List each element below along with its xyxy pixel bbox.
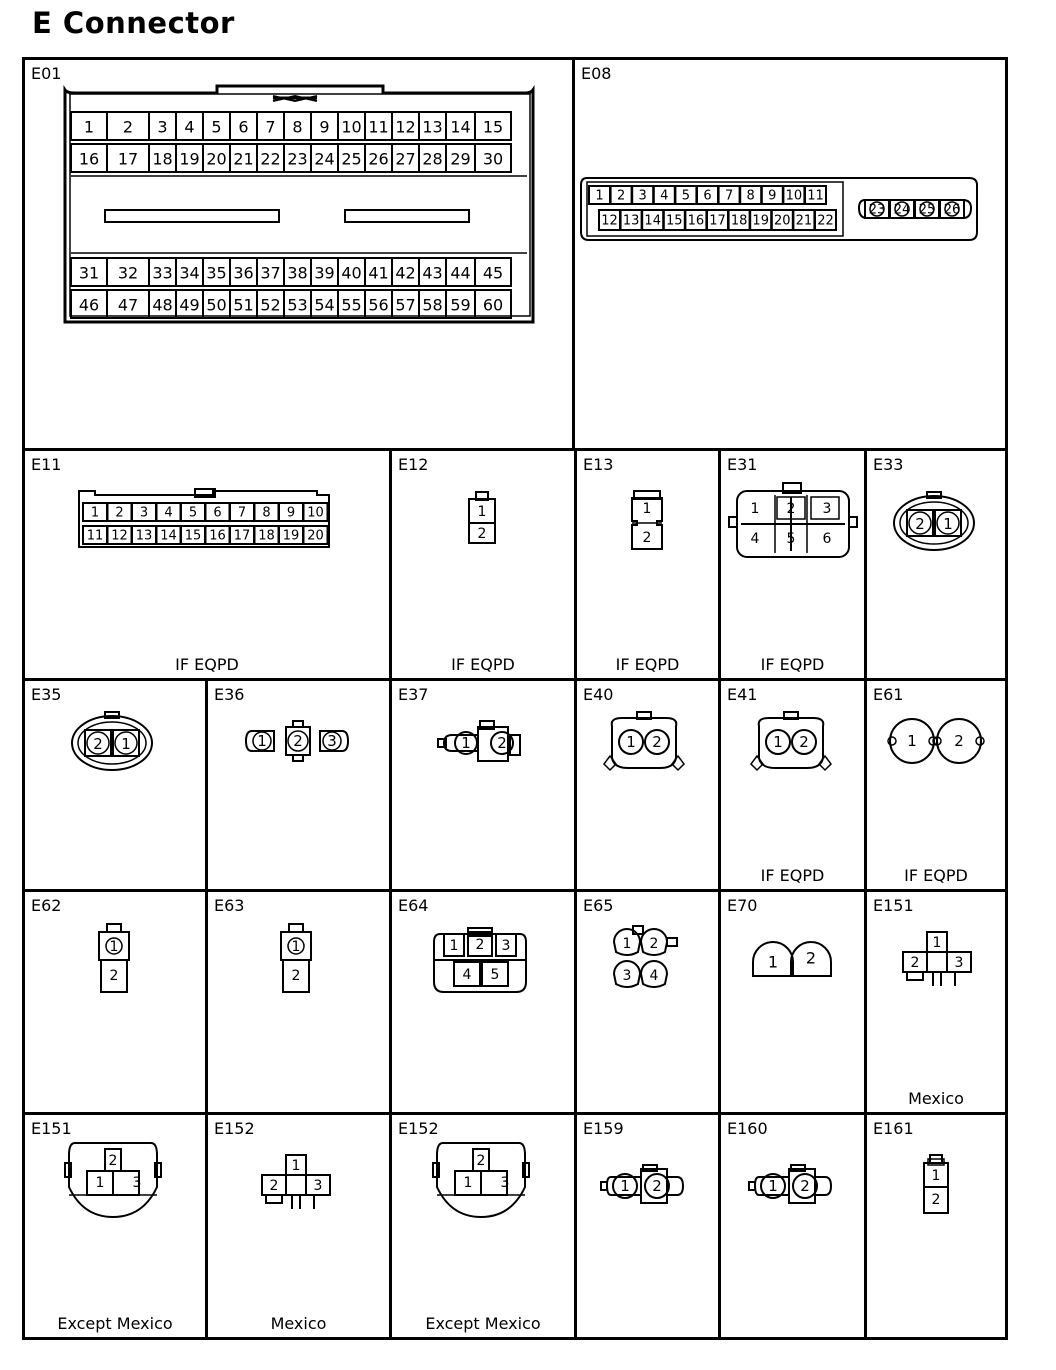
- pin-number: 1: [121, 735, 131, 753]
- pin-number: 4: [462, 967, 472, 983]
- pin-number: 18: [152, 149, 173, 169]
- pin-number: 2: [476, 1153, 486, 1169]
- connector-cell-e160: [721, 1115, 864, 1337]
- connector-drawing: [392, 451, 574, 678]
- pin-number: 15: [482, 117, 504, 137]
- connector-id: E31: [727, 455, 758, 474]
- pin-number: 34: [179, 263, 200, 283]
- pin-number: 2: [652, 733, 662, 751]
- pin-number: 19: [282, 528, 300, 544]
- connector-drawing: [721, 892, 864, 1112]
- pin-number: 2: [475, 937, 485, 953]
- pin-number: 12: [111, 528, 128, 544]
- connector-note: IF EQPD: [904, 866, 968, 885]
- pin-number: 58: [422, 295, 443, 315]
- pin-number: 1: [291, 1158, 301, 1174]
- pin-number: 7: [237, 505, 247, 521]
- connector-shape: [927, 952, 947, 972]
- pin-number: 1: [932, 935, 942, 951]
- pin-number: 16: [78, 149, 100, 169]
- connector-note: IF EQPD: [451, 655, 515, 674]
- connector-drawing: [25, 892, 205, 1112]
- connector-note: Except Mexico: [57, 1314, 173, 1333]
- connector-id: E08: [581, 64, 612, 83]
- pin-number: 15: [666, 213, 683, 229]
- pin-number: 1: [291, 939, 301, 955]
- connector-cell-e12: [392, 451, 574, 678]
- pin-number: 38: [287, 263, 308, 283]
- connector-cell-e33: [867, 451, 1005, 678]
- pin-number: 3: [327, 732, 337, 750]
- pin-number: 3: [622, 968, 632, 984]
- pin-number: 2: [954, 732, 964, 750]
- pin-number: 18: [730, 213, 748, 229]
- connector-shape: [293, 721, 303, 727]
- connector-drawing: [392, 681, 574, 889]
- connector-cell-e31: [721, 451, 864, 678]
- pin-number: 2: [652, 1177, 662, 1195]
- connector-shape: [105, 210, 279, 222]
- connector-cell-e65: [577, 892, 718, 1112]
- connector-id: E36: [214, 685, 245, 704]
- pin-number: 16: [687, 213, 705, 229]
- connector-shape: [759, 718, 824, 768]
- connector-note: IF EQPD: [175, 655, 239, 674]
- pin-number: 1: [449, 938, 459, 954]
- pin-number: 10: [307, 505, 324, 521]
- pin-number: 20: [206, 149, 227, 169]
- pin-number: 2: [915, 515, 925, 533]
- pin-number: 55: [341, 295, 362, 315]
- connector-note: IF EQPD: [760, 655, 825, 674]
- pin-number: 6: [822, 531, 832, 547]
- pin-number: 4: [750, 531, 760, 547]
- pin-number: 3: [638, 188, 647, 204]
- pin-number: 35: [206, 263, 227, 283]
- pin-number: 39: [314, 263, 335, 283]
- connector-cell-e63: [208, 892, 389, 1112]
- pin-number: 50: [206, 295, 227, 315]
- pin-number: 14: [160, 528, 177, 544]
- pin-number: 48: [152, 295, 173, 315]
- pin-number: 2: [910, 955, 920, 971]
- connector-id: E01: [31, 64, 62, 83]
- pin-number: 18: [258, 528, 275, 544]
- pin-number: 8: [292, 117, 303, 137]
- connector-id: E152: [398, 1119, 439, 1138]
- connector-cell-e35: [25, 681, 205, 889]
- pin-number: 3: [313, 1178, 323, 1194]
- pin-number: 10: [785, 188, 803, 204]
- connector-cell-e37: [392, 681, 574, 889]
- connector-cell-e151a: [867, 892, 1005, 1112]
- connector-note: Mexico: [270, 1314, 327, 1333]
- connector-id: E40: [583, 685, 614, 704]
- pin-number: 2: [799, 733, 809, 751]
- connector-id: E33: [873, 455, 904, 474]
- pin-number: 2: [642, 530, 652, 546]
- pin-number: 6: [238, 117, 249, 137]
- pin-number: 2: [291, 968, 301, 984]
- pin-number: 5: [188, 505, 198, 521]
- pin-number: 2: [786, 501, 796, 517]
- connector-id: E41: [727, 685, 758, 704]
- pin-number: 2: [93, 735, 103, 753]
- connector-drawing: [721, 681, 864, 889]
- pin-number: 14: [644, 213, 661, 229]
- connector-id: E62: [31, 896, 62, 915]
- pin-number: 25: [918, 202, 936, 218]
- connector-drawing: [867, 451, 1005, 678]
- pin-number: 3: [132, 1175, 142, 1191]
- connector-drawing: [208, 892, 389, 1112]
- pin-number: 9: [286, 505, 296, 521]
- pin-number: 1: [257, 732, 267, 750]
- pin-number: 24: [314, 149, 335, 169]
- pin-number: 1: [109, 939, 119, 955]
- connector-drawing: [577, 681, 718, 889]
- connector-id: E61: [873, 685, 904, 704]
- pin-number: 3: [500, 1175, 510, 1191]
- pin-number: 2: [122, 117, 134, 137]
- pin-number: 5: [490, 967, 500, 983]
- pin-number: 54: [314, 295, 335, 315]
- connector-drawing: [25, 681, 205, 889]
- pin-number: 53: [287, 295, 308, 315]
- pin-number: 2: [616, 188, 626, 204]
- connector-note: Mexico: [908, 1089, 964, 1108]
- pin-number: 17: [233, 528, 251, 544]
- connector-cell-e08: [575, 60, 1005, 448]
- connector-shape: [633, 926, 643, 934]
- connector-drawing: [577, 892, 718, 1112]
- connector-cell-e01: [25, 60, 572, 448]
- connector-cell-e40: [577, 681, 718, 889]
- pin-number: 22: [260, 149, 281, 169]
- pin-number: 1: [477, 504, 487, 520]
- pin-number: 23: [868, 202, 886, 218]
- pin-number: 20: [307, 528, 324, 544]
- connector-cell-e13: [577, 451, 718, 678]
- connector-id: E63: [214, 896, 245, 915]
- connector-id: E12: [398, 455, 429, 474]
- pin-number: 1: [768, 1177, 778, 1195]
- pin-number: 12: [601, 213, 618, 229]
- connector-drawing: [392, 892, 574, 1112]
- connector-cell-e70: [721, 892, 864, 1112]
- pin-number: 2: [497, 734, 507, 752]
- pin-number: 11: [86, 528, 104, 544]
- pin-number: 14: [450, 117, 471, 137]
- connector-drawing: [575, 60, 1005, 448]
- connector-drawing: [392, 1115, 574, 1337]
- pin-number: 23: [287, 149, 308, 169]
- connector-drawing: [867, 681, 1005, 889]
- pin-number: 5: [211, 117, 222, 137]
- pin-number: 29: [450, 149, 471, 169]
- pin-number: 1: [943, 515, 953, 533]
- pin-number: 37: [260, 263, 281, 283]
- pin-number: 17: [117, 149, 139, 169]
- pin-number: 2: [293, 732, 303, 750]
- pin-number: 43: [422, 263, 443, 283]
- connector-id: E159: [583, 1119, 624, 1138]
- pin-number: 28: [422, 149, 443, 169]
- pin-number: 17: [709, 213, 726, 229]
- connector-drawing: [25, 451, 389, 678]
- connector-cell-e152a: [208, 1115, 389, 1337]
- pin-number: 33: [152, 263, 173, 283]
- connector-cell-e11: [25, 451, 389, 678]
- pin-number: 1: [767, 952, 779, 972]
- pin-number: 7: [265, 117, 276, 137]
- connector-cell-e152b: [392, 1115, 574, 1337]
- connector-cell-e151b: [25, 1115, 205, 1337]
- connector-id: E35: [31, 685, 62, 704]
- connector-cell-e159: [577, 1115, 718, 1337]
- pin-number: 1: [461, 734, 471, 752]
- connector-id: E11: [31, 455, 62, 474]
- pin-number: 11: [368, 117, 389, 137]
- pin-number: 1: [83, 117, 95, 137]
- pin-number: 3: [822, 501, 832, 517]
- pin-number: 24: [893, 202, 911, 218]
- pin-number: 6: [213, 505, 222, 521]
- pin-number: 49: [179, 295, 200, 315]
- pin-number: 36: [233, 263, 254, 283]
- pin-number: 19: [752, 213, 769, 229]
- connector-id: E161: [873, 1119, 914, 1138]
- connector-shape: [907, 972, 923, 980]
- connector-shape: [849, 517, 857, 527]
- connector-drawing: [208, 681, 389, 889]
- connector-shape: [749, 1182, 755, 1190]
- pin-number: 52: [260, 295, 281, 315]
- pin-number: 47: [117, 295, 139, 315]
- pin-number: 3: [139, 505, 149, 521]
- pin-number: 2: [805, 948, 817, 968]
- connector-id: E37: [398, 685, 429, 704]
- pin-number: 26: [368, 149, 389, 169]
- pin-number: 2: [109, 968, 119, 984]
- pin-number: 7: [724, 188, 734, 204]
- connector-drawing: [867, 892, 1005, 1112]
- pin-number: 11: [807, 188, 824, 204]
- pin-number: 31: [78, 263, 100, 283]
- connector-id: E13: [583, 455, 614, 474]
- pin-number: 56: [368, 295, 389, 315]
- connector-drawing: [208, 1115, 389, 1337]
- connector-drawing: [25, 1115, 205, 1337]
- connector-id: E65: [583, 896, 614, 915]
- pin-number: 3: [954, 955, 964, 971]
- connector-note: Except Mexico: [425, 1314, 541, 1333]
- connector-drawing: [25, 60, 572, 448]
- pin-number: 15: [184, 528, 202, 544]
- pin-number: 41: [368, 263, 389, 283]
- pin-number: 20: [774, 213, 791, 229]
- pin-number: 4: [660, 188, 669, 204]
- pin-number: 57: [395, 295, 416, 315]
- pin-number: 5: [681, 188, 691, 204]
- pin-number: 1: [622, 936, 632, 952]
- pin-number: 2: [649, 936, 659, 952]
- pin-number: 1: [620, 1177, 630, 1195]
- pin-number: 46: [78, 295, 100, 315]
- connector-shape: [286, 1175, 306, 1195]
- pin-number: 51: [233, 295, 254, 315]
- pin-number: 59: [450, 295, 471, 315]
- pin-number: 2: [931, 1192, 941, 1208]
- pin-number: 2: [269, 1178, 279, 1194]
- pin-number: 1: [642, 501, 652, 517]
- connector-drawing: [867, 1115, 1005, 1337]
- pin-number: 1: [931, 1168, 941, 1184]
- pin-number: 3: [501, 938, 511, 954]
- pin-number: 19: [179, 149, 200, 169]
- pin-number: 3: [157, 117, 168, 137]
- pin-number: 4: [649, 968, 659, 984]
- connector-shape: [266, 1195, 282, 1203]
- connector-cell-e161: [867, 1115, 1005, 1337]
- connector-note: IF EQPD: [760, 866, 825, 885]
- pin-number: 21: [233, 149, 254, 169]
- pin-number: 13: [422, 117, 443, 137]
- connector-drawing: [721, 451, 864, 678]
- connector-id: E70: [727, 896, 758, 915]
- pin-number: 4: [164, 505, 173, 521]
- pin-number: 1: [907, 732, 917, 750]
- pin-number: 2: [477, 526, 487, 542]
- pin-number: 42: [395, 263, 416, 283]
- connector-shape: [729, 517, 737, 527]
- pin-number: 1: [773, 733, 783, 751]
- pin-number: 2: [800, 1177, 810, 1195]
- connector-drawing: [721, 1115, 864, 1337]
- connector-shape: [289, 924, 303, 932]
- pin-number: 8: [262, 505, 271, 521]
- pin-number: 40: [341, 263, 362, 283]
- pin-number: 10: [341, 117, 362, 137]
- pin-number: 9: [768, 188, 777, 204]
- connector-shape: [345, 210, 469, 222]
- pin-number: 27: [395, 149, 416, 169]
- pin-number: 6: [703, 188, 712, 204]
- pin-number: 26: [943, 202, 961, 218]
- connector-shape: [107, 924, 121, 932]
- pin-number: 2: [108, 1153, 118, 1169]
- connector-id: E151: [873, 896, 914, 915]
- connector-shape: [667, 938, 677, 946]
- connector-id: E160: [727, 1119, 768, 1138]
- connector-cell-e62: [25, 892, 205, 1112]
- connector-cell-e36: [208, 681, 389, 889]
- pin-number: 45: [482, 263, 504, 283]
- connector-id: E64: [398, 896, 429, 915]
- connector-shape: [612, 718, 677, 768]
- connector-id: E152: [214, 1119, 255, 1138]
- pin-number: 30: [482, 149, 504, 169]
- page-title: E Connector: [32, 6, 235, 40]
- connector-shape: [601, 1182, 607, 1190]
- connector-id: E151: [31, 1119, 72, 1138]
- pin-number: 22: [817, 213, 834, 229]
- pin-number: 12: [395, 117, 416, 137]
- connector-note: IF EQPD: [615, 655, 680, 674]
- connector-drawing: [577, 1115, 718, 1337]
- pin-number: 21: [795, 213, 813, 229]
- pin-number: 32: [117, 263, 139, 283]
- pin-number: 1: [90, 505, 100, 521]
- pin-number: 60: [482, 295, 504, 315]
- pin-number: 2: [115, 505, 124, 521]
- connector-shape: [293, 755, 303, 761]
- pin-number: 13: [135, 528, 153, 544]
- pin-number: 1: [463, 1175, 473, 1191]
- pin-number: 4: [184, 117, 195, 137]
- pin-number: 1: [595, 188, 604, 204]
- connector-cell-e41: [721, 681, 864, 889]
- pin-number: 9: [319, 117, 330, 137]
- connector-cell-e64: [392, 892, 574, 1112]
- pin-number: 44: [450, 263, 471, 283]
- pin-number: 13: [622, 213, 640, 229]
- pin-number: 25: [341, 149, 362, 169]
- pin-number: 5: [786, 531, 796, 547]
- pin-number: 1: [95, 1175, 105, 1191]
- pin-number: 1: [626, 733, 636, 751]
- pin-number: 1: [750, 501, 760, 517]
- connector-cell-e61: [867, 681, 1005, 889]
- pin-number: 16: [209, 528, 226, 544]
- pin-number: 8: [746, 188, 755, 204]
- connector-drawing: [577, 451, 718, 678]
